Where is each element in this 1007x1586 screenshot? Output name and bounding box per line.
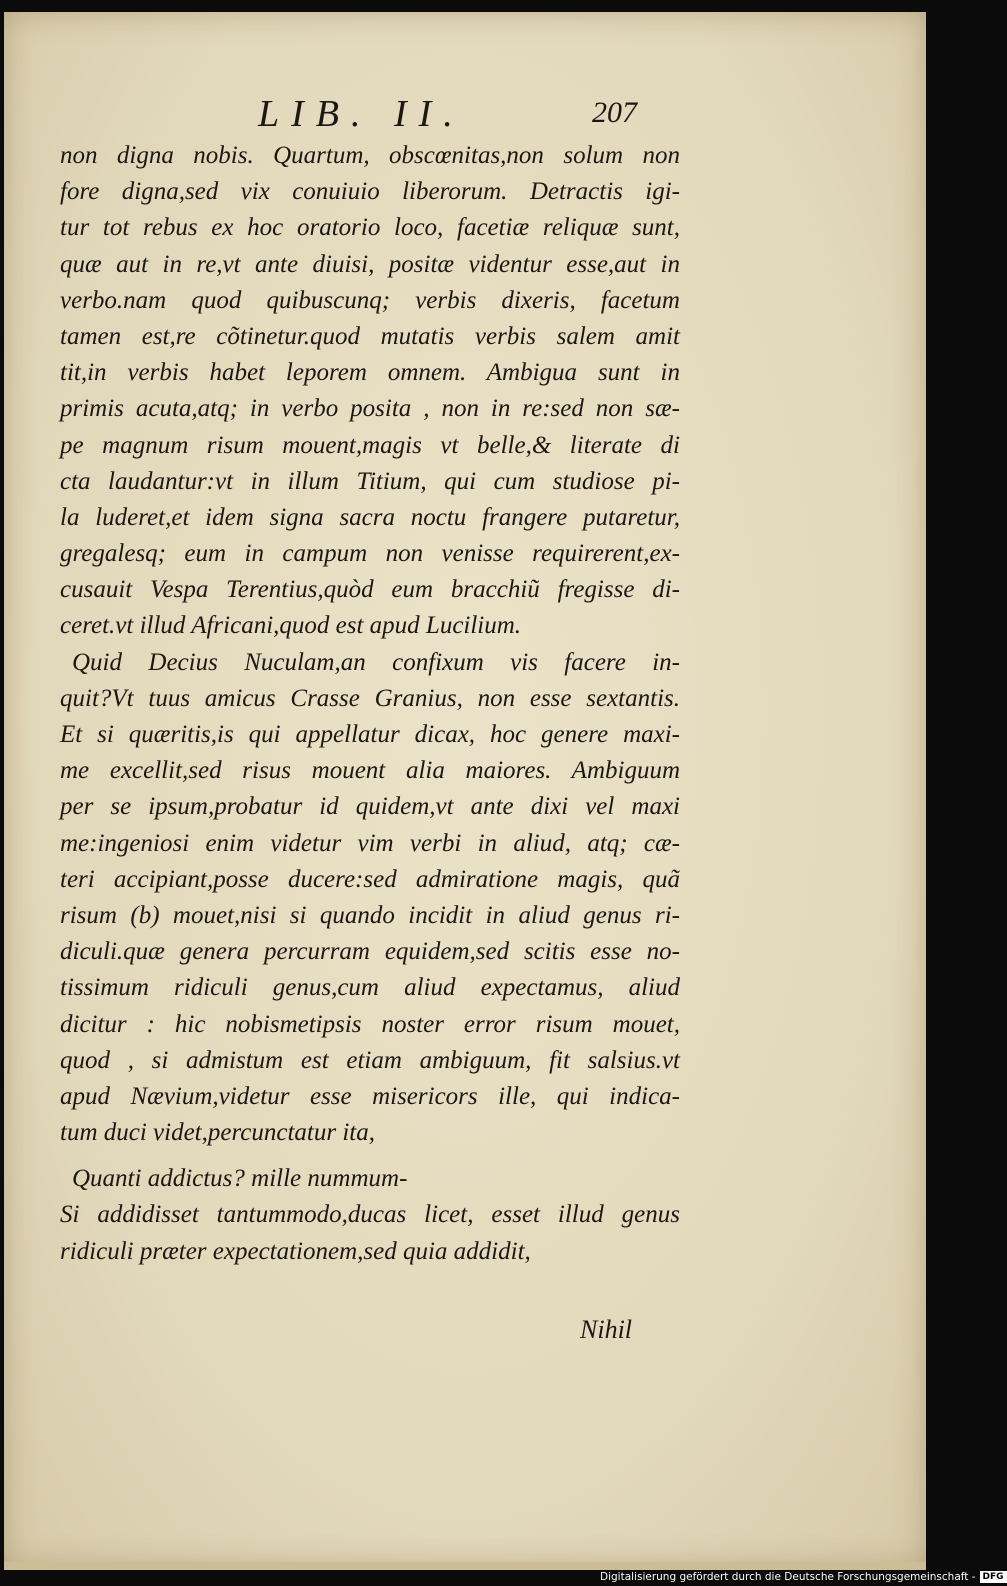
text-line: fore digna,sed vix conuiuio liberorum. Detractis igi-: [60, 178, 680, 206]
text-line: Si addidisset tantummodo,ducas licet, esset illud genus: [60, 1201, 680, 1229]
text-line: me excellit,sed risus mouent alia maiores. Ambiguum: [60, 757, 680, 785]
text-line: quæ aut in re,vt ante diuisi, positæ videntur esse,aut in: [60, 250, 680, 278]
text-line: cusauit Vespa Terentius,quòd eum bracchiũ fregisse di-: [60, 576, 680, 604]
running-head: LIB. II.: [258, 93, 465, 135]
text-line: ridiculi præter expectationem,sed quia addidit,: [60, 1237, 531, 1265]
text-line: tum duci videt,percunctatur ita,: [60, 1119, 375, 1147]
credit-text: Digitalisierung gefördert durch die Deutsche Forschungsgemeinschaft -: [600, 1571, 976, 1583]
text-line: per se ipsum,probatur id quidem,vt ante dixi vel maxi: [60, 793, 680, 821]
text-line: dicitur : hic nobismetipsis noster error risum mouet,: [60, 1010, 680, 1038]
text-line: me:ingeniosi enim videtur vim verbi in aliud, atq; cæ-: [60, 829, 680, 857]
catchword: Nihil: [580, 1315, 633, 1344]
text-line: non digna nobis. Quartum, obscœnitas,non solum non: [60, 142, 680, 169]
text-line: Quid Decius Nuculam,an confixum vis facere in-: [72, 648, 680, 676]
text-line: tit,in verbis habet leporem omnem. Ambigua sunt in: [60, 359, 680, 387]
text-line: diculi.quæ genera percurram equidem,sed scitis esse no-: [60, 938, 680, 966]
body-text: [60, 138, 680, 1270]
text-line: verbo.nam quod quibuscunq; verbis dixeris, facetum: [60, 286, 680, 314]
text-line: gregalesq; eum in campum non venisse requirerent,ex-: [60, 540, 680, 568]
dfg-logo: DFG: [980, 1571, 1007, 1583]
text-line: tissimum ridiculi genus,cum aliud expectamus, aliud: [60, 974, 680, 1002]
verse-line: Quanti addictus? mille nummum-: [72, 1165, 408, 1193]
text-line: ceret.vt illud Africani,quod est apud Lucilium.: [60, 612, 522, 640]
text-line: primis acuta,atq; in verbo posita , non in re:sed non sæ-: [60, 395, 680, 423]
text-line: quit?Vt tuus amicus Crasse Granius, non esse sextantis.: [60, 684, 680, 712]
text-line: pe magnum risum mouent,magis vt belle,& literate di: [60, 431, 680, 459]
text-line: tur tot rebus ex hoc oratorio loco, facetiæ reliquæ sunt,: [60, 214, 680, 242]
text-line: apud Nævium,videtur esse misericors ille, qui indica-: [60, 1082, 680, 1110]
text-line: la luderet,et idem signa sacra noctu frangere putaretur,: [60, 503, 680, 531]
text-line: teri accipiant,posse ducere:sed admiratione magis, quã: [60, 865, 680, 893]
text-line: cta laudantur:vt in illum Titium, qui cum studiose pi-: [60, 467, 680, 495]
text-line: risum (b) mouet,nisi si quando incidit in aliud genus ri-: [60, 901, 680, 929]
text-line: tamen est,re cõtinetur.quod mutatis verbis salem amit: [60, 322, 680, 350]
page-header: [0, 92, 1000, 142]
text-line: quod , si admistum est etiam ambiguum, fit salsius.vt: [60, 1046, 680, 1074]
footer-credit: [600, 1568, 1004, 1586]
page-number: 207: [592, 96, 637, 129]
text-line: Et si quæritis,is qui appellatur dicax, hoc genere maxi-: [60, 721, 680, 748]
